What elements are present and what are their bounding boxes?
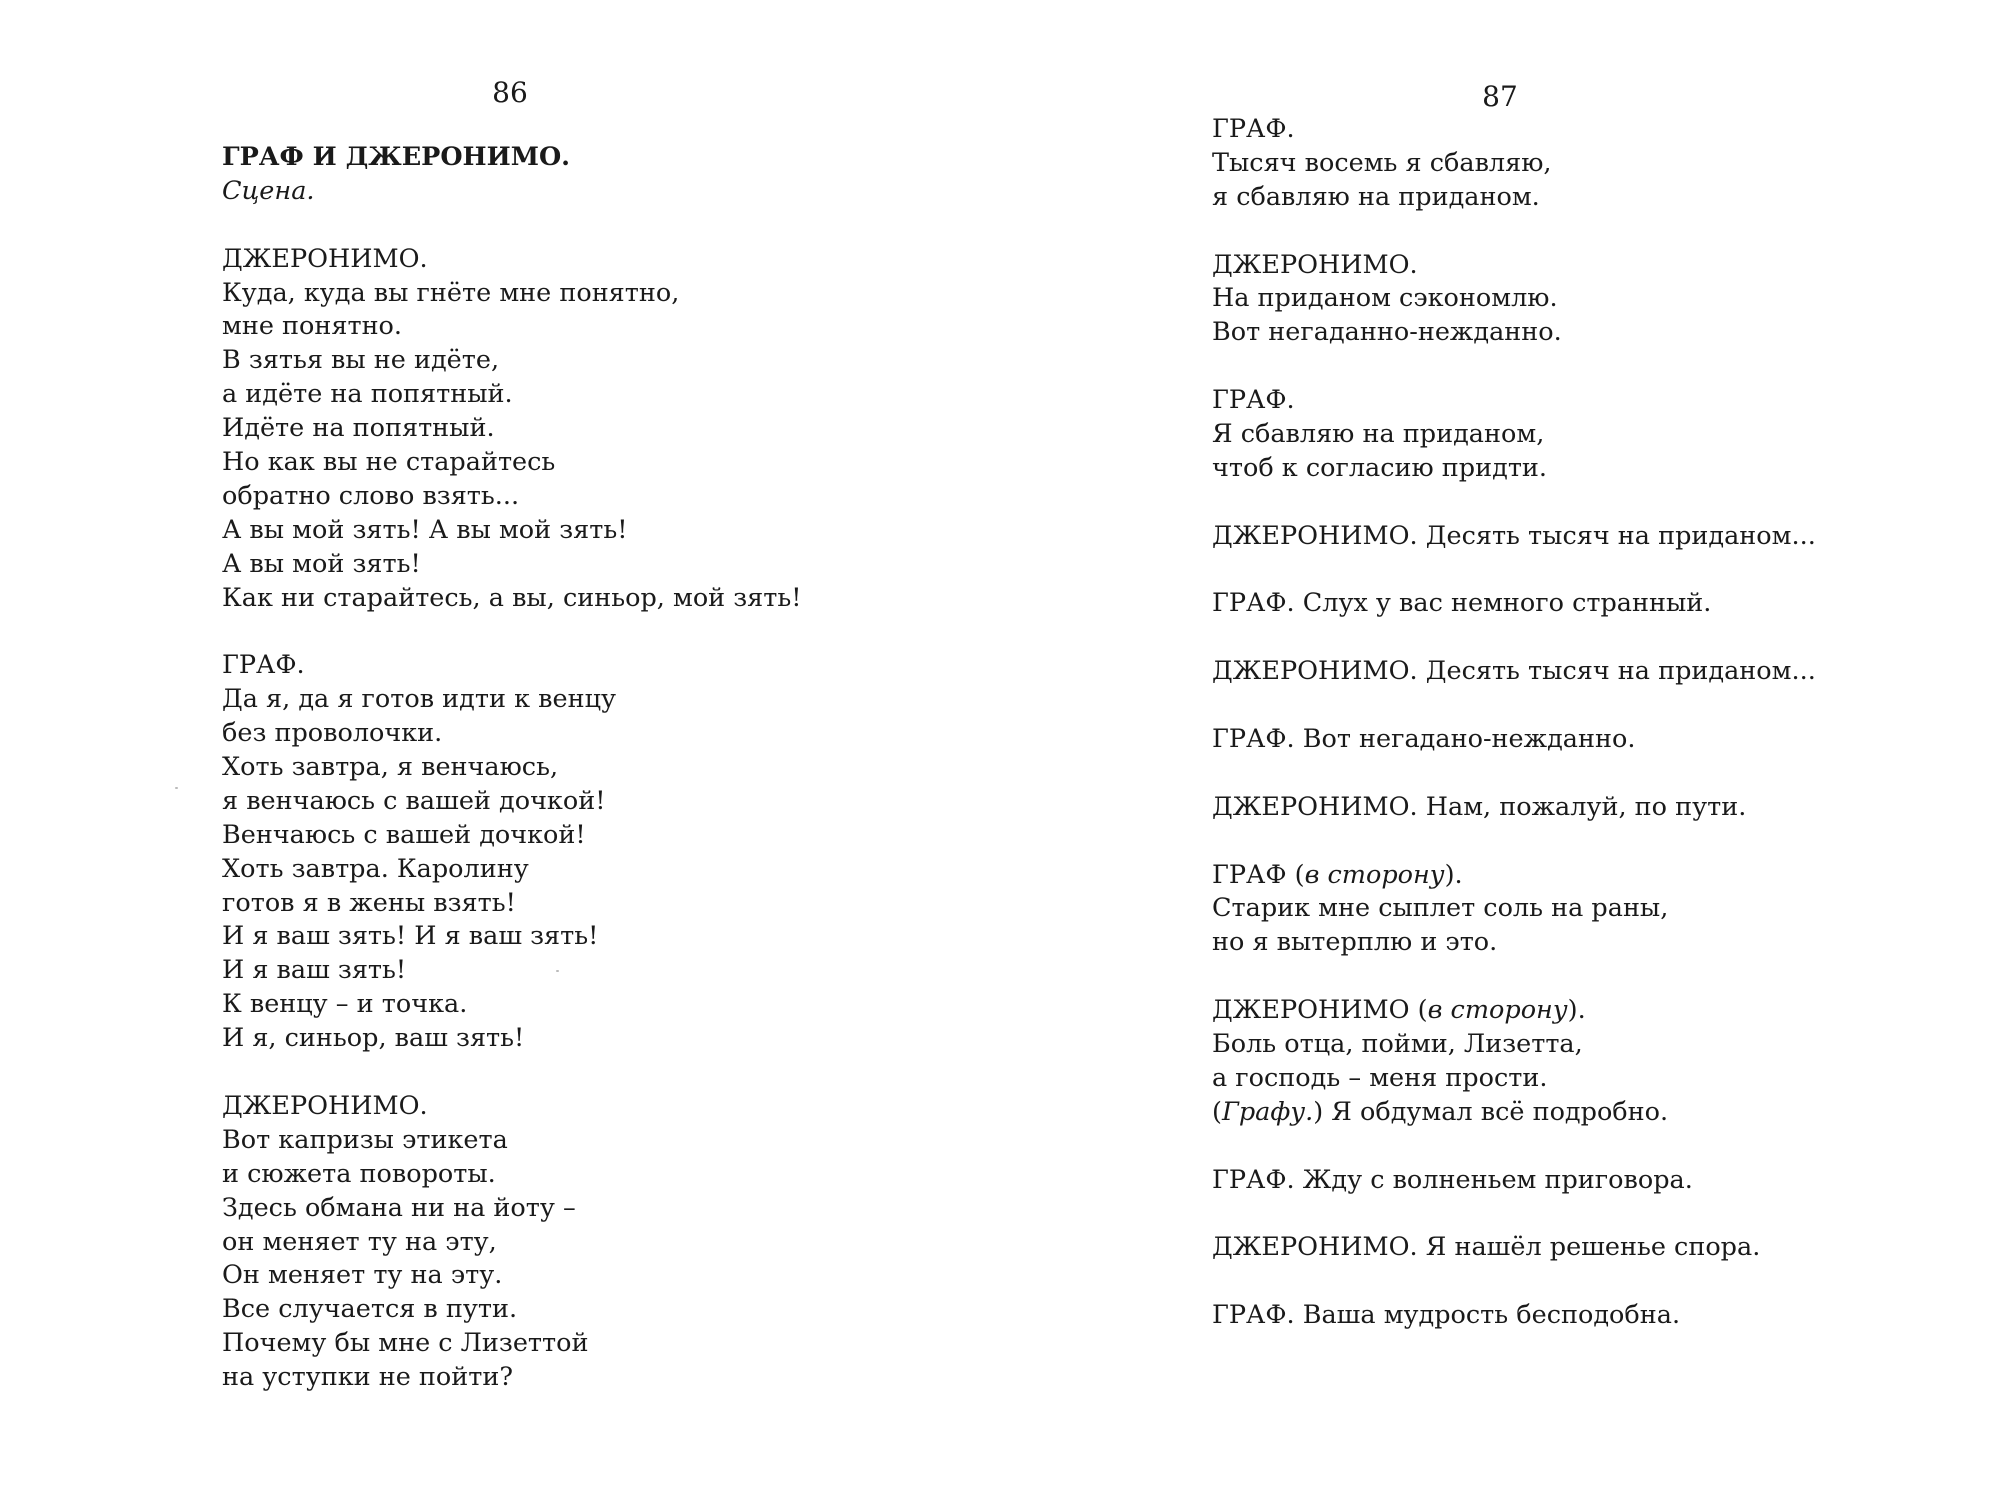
verse-line: На приданом сэкономлю. — [1212, 283, 1558, 314]
verse-line: он меняет ту на эту, — [222, 1226, 497, 1257]
verse-line: В зятья вы не идёте, — [222, 345, 500, 376]
verse-line: на уступки не пойти? — [222, 1362, 514, 1393]
verse-line: Я сбавляю на приданом, — [1212, 419, 1545, 450]
speaker-close: ). — [1444, 859, 1463, 890]
verse-line: Старик мне сыплет соль на раны, — [1212, 893, 1669, 924]
verse-line: Венчаюсь с вашей дочкой! — [222, 819, 586, 850]
page-number: 86 — [492, 76, 528, 109]
speaker-name: ГРАФ. — [1212, 385, 1295, 416]
dialogue-line: ГРАФ. Вот негадано-нежданно. — [1212, 724, 1636, 755]
verse-line: Все случается в пути. — [222, 1294, 518, 1325]
dialogue-line: ГРАФ. Жду с волненьем приговора. — [1212, 1164, 1693, 1195]
dialogue-line: ДЖЕРОНИМО. Десять тысяч на приданом... — [1212, 656, 1816, 687]
verse-line: Хоть завтра, я венчаюсь, — [222, 752, 559, 783]
verse-line: а господь – меня прости. — [1212, 1062, 1548, 1093]
verse-line: Почему бы мне с Лизеттой — [222, 1328, 589, 1359]
verse-line: А вы мой зять! — [222, 548, 421, 579]
speaker-name: ДЖЕРОНИМО. — [222, 1090, 428, 1121]
verse-line: Вот негаданно-нежданно. — [1212, 317, 1562, 348]
verse-line: И я ваш зять! — [222, 955, 407, 986]
verse-line: я венчаюсь с вашей дочкой! — [222, 785, 606, 816]
stage-direction: Графу. — [1221, 1096, 1314, 1127]
verse-line: И я, синьор, ваш зять! — [222, 1023, 525, 1054]
verse-line-with-direction — [1212, 1096, 1816, 1130]
play-text-column — [1212, 113, 1816, 1333]
speaker-with-aside — [1212, 859, 1816, 893]
verse-line: К венцу – и точка. — [222, 989, 468, 1020]
dialogue-line: ДЖЕРОНИМО. Нам, пожалуй, по пути. — [1212, 791, 1747, 822]
verse-line: чтоб к согласию придти. — [1212, 452, 1548, 483]
verse-line: а идёте на попятный. — [222, 379, 513, 410]
scene-subtitle: Сцена. — [222, 175, 315, 206]
verse-line: мне понятно. — [222, 311, 403, 342]
verse-line: Идёте на попятный. — [222, 413, 495, 444]
verse-line: Да я, да я готов идти к венцу — [222, 684, 616, 715]
verse-line: Здесь обмана ни на йоту – — [222, 1192, 576, 1223]
scan-speck — [175, 787, 178, 789]
speaker-name: ГРАФ. — [222, 650, 305, 681]
direction-rest: ) Я обдумал всё подробно. — [1313, 1096, 1669, 1127]
verse-line: Вот капризы этикета — [222, 1124, 508, 1155]
play-text-column — [222, 141, 802, 1395]
verse-line: но я вытерплю и это. — [1212, 927, 1498, 958]
scan-speck — [556, 970, 559, 972]
verse-line: Боль отца, пойми, Лизетта, — [1212, 1029, 1583, 1060]
speaker-name: ДЖЕРОНИМО. — [1212, 249, 1418, 280]
verse-line: Как ни старайтесь, а вы, синьор, мой зять! — [222, 582, 802, 613]
verse-line: Куда, куда вы гнёте мне понятно, — [222, 277, 680, 308]
speaker-name: ГРАФ ( — [1212, 859, 1305, 890]
page-number: 87 — [1482, 80, 1518, 113]
verse-line: Тысяч восемь я сбавляю, — [1212, 147, 1552, 178]
scene-title: ГРАФ И ДЖЕРОНИМО. — [222, 142, 571, 172]
direction-open: ( — [1212, 1096, 1222, 1127]
speaker-name: ГРАФ. — [1212, 114, 1295, 144]
speaker-with-aside — [1212, 994, 1816, 1028]
speaker-close: ). — [1567, 995, 1586, 1026]
verse-line: и сюжета повороты. — [222, 1158, 496, 1189]
dialogue-line: ГРАФ. Ваша мудрость бесподобна. — [1212, 1300, 1681, 1331]
verse-line: без проволочки. — [222, 718, 443, 749]
stage-direction: в сторону — [1427, 995, 1568, 1026]
stage-direction: в сторону — [1304, 859, 1445, 890]
verse-line: Он меняет ту на эту. — [222, 1260, 503, 1291]
verse-line: И я ваш зять! И я ваш зять! — [222, 921, 599, 952]
verse-line: Но как вы не старайтесь — [222, 447, 556, 478]
dialogue-line: ДЖЕРОНИМО. Десять тысяч на приданом... — [1212, 520, 1816, 551]
dialogue-line: ГРАФ. Слух у вас немного странный. — [1212, 588, 1712, 619]
speaker-name: ДЖЕРОНИМО. — [222, 243, 428, 274]
verse-line: Хоть завтра. Каролину — [222, 853, 529, 884]
speaker-name: ДЖЕРОНИМО ( — [1212, 995, 1428, 1026]
right-page — [1000, 0, 2000, 1494]
verse-line: готов я в жены взять! — [222, 887, 516, 918]
verse-line: я сбавляю на приданом. — [1212, 181, 1540, 212]
dialogue-line: ДЖЕРОНИМО. Я нашёл решенье спора. — [1212, 1232, 1761, 1263]
verse-line: А вы мой зять! А вы мой зять! — [222, 514, 628, 545]
verse-line: обратно слово взять... — [222, 480, 520, 511]
